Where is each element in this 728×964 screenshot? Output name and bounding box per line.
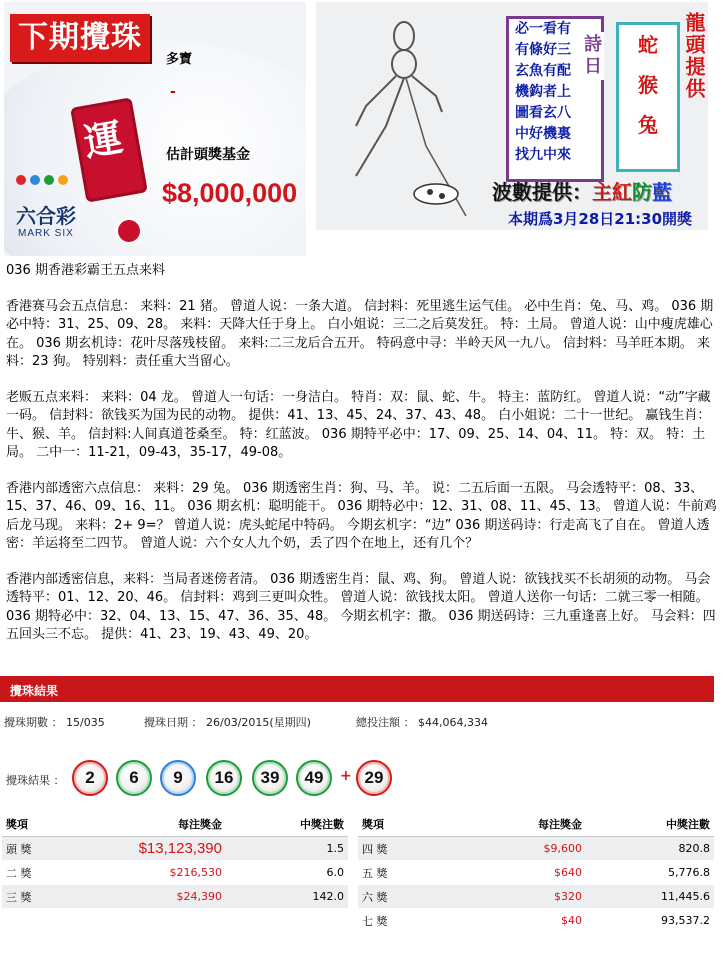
- prize-amount: $9,600: [428, 837, 586, 861]
- special-ball: 29: [356, 760, 392, 796]
- article-paragraph: 香港赛马会五点信息： 来料：21 猪。 曾道人说：一条大道。 信封料：死里逃生运气佳。 必中生肖：兔、马、鸡。 036 期必中特：31、25、09、28。 来料：天降大任于身上。 白小姐说：三二之后莫发狂。 特：土局。 曾道人说：山中瘦虎雄心在。 036 期玄机诗：花叶尽落残枝留。 来料:二三龙后合五开。 特码意中寻：半岭天风一九八。 信封料：马羊旺本期。 来料：23 狗。 特别料：责任重大当留心。: [6, 298, 714, 369]
- prize-table-left: [2, 812, 348, 909]
- draw-date: 攪珠日期 ： 26/03/2015(星期四): [144, 716, 311, 729]
- prize-name: 四 獎: [358, 837, 428, 861]
- article-paragraph: 老贩五点来料： 来料：04 龙。 曾道人一句话：一身洁白。 特肖：双：鼠、蛇、牛。 特主：蓝防红。 曾道人说：“动”字藏一码。 信封料：欲钱买为国为民的动物。 提供：41、13、45、24、37、43、48。 白小姐说：二十一世纪。 赢钱生肖：牛、猴、羊。 信封料:人间真道苍桑至。 特：红蓝波。 036 期特平必中：17、09、25、14、04、11。 特：双。 特：土局。 二中一：11-21，09-43，35-17，49-08。: [6, 389, 711, 460]
- result-ball: 16: [206, 760, 242, 796]
- wave-label: 波數提供：: [492, 180, 592, 204]
- prize-amount: $13,123,390: [68, 837, 226, 861]
- dragon-label: 龍頭提供: [682, 12, 706, 100]
- poem-line: 找九中來: [515, 147, 571, 163]
- prize-table-right: [358, 812, 714, 933]
- zodiac-box: [616, 22, 680, 172]
- prize-winners: 5,776.8: [586, 861, 714, 885]
- article-paragraph: 香港内部透密信息，来料：当局者迷傍者清。 036 期透密生肖：鼠、鸡、狗。 曾道人说：欲钱找买不长胡须的动物。 马会透特平：01、12、20、46。 信封料：鸡到三更叫众牲。 曾道人说：欲钱找太阳。 曾道人送你一句话：二就三零一相随。 036 期特必中：32、04、13、15、47、36、35、48。 今期玄机字：撒。 036 期送码诗：三九重逢喜上好。 马会料：四五回头三不忘。 提供：41、23、19、43、49、20。: [6, 571, 716, 642]
- poem-line: 圖看玄八: [515, 105, 571, 121]
- banner-fund-amount: $8,000,000: [162, 178, 298, 208]
- wave-red: 主紅: [592, 180, 632, 204]
- draw-number: 攪珠期數 ： 15/035: [4, 716, 105, 729]
- banner-title: 下期攪珠: [10, 14, 150, 62]
- col-winners: 中獎注數: [586, 812, 714, 837]
- banner-snowball-label: 多寶: [166, 52, 193, 67]
- col-amount: 每注獎金: [428, 812, 586, 837]
- col-prize: 獎項: [2, 812, 68, 837]
- table-row: [2, 885, 348, 909]
- prize-winners: 820.8: [586, 837, 714, 861]
- table-row: [2, 861, 348, 885]
- results-header: 攪珠結果: [10, 684, 59, 698]
- result-ball: 9: [160, 760, 196, 796]
- wave-green: 防: [632, 180, 652, 204]
- prize-amount: $640: [428, 861, 586, 885]
- article-paragraph: 香港内部透密六点信息： 来料：29 兔。 036 期透密生肖：狗、马、羊。 说：二五后面一五限。 马会透特平：08、33、15、37、46、09、16、11。 036 期玄机：聪明能干。 036 期特必中：12、31、08、11、45、13。 曾道人说：牛前鸡后龙马现。 来料：2+ 9=？ 曾道人说：虎头蛇尾中特码。 今期玄机字：“边” 036 期送码诗：行走高飞了自在。 曾道人透密：羊运将至二四节。 曾道人说：六个女人九个奶，丢了四个在地上，还有几个？: [6, 480, 717, 551]
- prize-winners: 1.5: [226, 837, 348, 861]
- zodiac-item: 蛇: [638, 33, 658, 57]
- poem-line: 有條好三: [515, 42, 571, 58]
- prize-name: 五 獎: [358, 861, 428, 885]
- prize-winners: 93,537.2: [586, 909, 714, 933]
- prize-table-header: [358, 812, 714, 837]
- turnover: 總投注額 ： $44,064,334: [356, 716, 488, 729]
- article-title: 036 期香港彩霸王五点来料: [6, 263, 165, 278]
- next-draw-banner: [4, 2, 306, 256]
- mark-six-logo-sub: MARK SIX: [18, 228, 74, 239]
- small-ball-icon: [116, 218, 142, 244]
- mark-six-logo: 六合彩: [16, 204, 76, 228]
- luck-sign-char: 運: [80, 116, 126, 165]
- riddle-banner: [316, 2, 708, 230]
- wave-hint: [492, 176, 672, 205]
- col-winners: 中獎注數: [226, 812, 348, 837]
- poem-line: 必一看有: [515, 21, 571, 37]
- table-row: [2, 837, 348, 861]
- poem-line: 玄魚有配: [515, 63, 571, 79]
- cartoon-sketch-image: [326, 16, 516, 216]
- prize-winners: 11,445.6: [586, 885, 714, 909]
- table-row: [358, 861, 714, 885]
- poem-line: 中好機裏: [515, 126, 571, 142]
- result-ball: 39: [252, 760, 288, 796]
- results-header-bar: [0, 676, 714, 702]
- zodiac-item: 兔: [638, 113, 658, 137]
- poem-label: 詩日: [578, 32, 604, 80]
- prize-name: 三 獎: [2, 885, 68, 909]
- result-ball: 49: [296, 760, 332, 796]
- plus-sign: +: [340, 768, 352, 784]
- wave-blue: 藍: [652, 180, 672, 204]
- banner-fund-label: 估計頭獎基金: [166, 147, 250, 163]
- col-amount: 每注獎金: [68, 812, 226, 837]
- prize-amount: $320: [428, 885, 586, 909]
- poem-line: 機鈎者上: [515, 84, 571, 100]
- prize-winners: 142.0: [226, 885, 348, 909]
- prize-amount: $24,390: [68, 885, 226, 909]
- table-row: [358, 885, 714, 909]
- prize-name: 七 獎: [358, 909, 428, 933]
- col-prize: 獎項: [358, 812, 428, 837]
- prize-name: 六 獎: [358, 885, 428, 909]
- prize-name: 二 獎: [2, 861, 68, 885]
- table-row: [358, 909, 714, 933]
- prize-amount: $40: [428, 909, 586, 933]
- banner-snowball-value: -: [170, 84, 176, 100]
- zodiac-item: 猴: [638, 73, 658, 97]
- prize-table-header: [2, 812, 348, 837]
- table-row: [358, 837, 714, 861]
- prize-winners: 6.0: [226, 861, 348, 885]
- result-ball: 6: [116, 760, 152, 796]
- article-body: [6, 262, 718, 645]
- draw-date-banner: 本期爲3月28日21:30開獎: [508, 210, 693, 228]
- balls-label: 攪珠結果 ：: [6, 774, 65, 787]
- prize-amount: $216,530: [68, 861, 226, 885]
- result-ball: 2: [72, 760, 108, 796]
- prize-name: 頭 獎: [2, 837, 68, 861]
